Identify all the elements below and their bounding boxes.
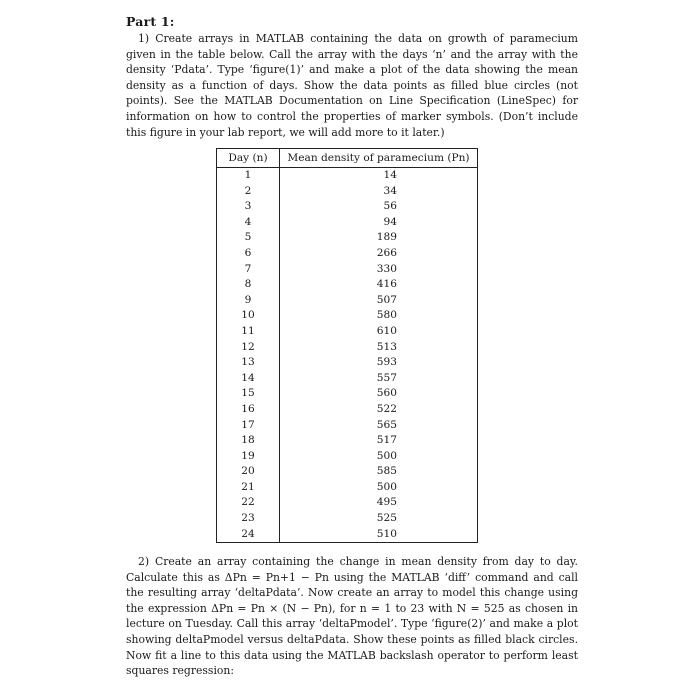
section-heading: Part 1: (126, 14, 175, 29)
density-cell: 513 (376, 340, 397, 353)
table-row (217, 324, 478, 340)
day-cell: 16 (217, 402, 280, 418)
table-row (217, 527, 478, 543)
table-row (217, 184, 478, 200)
density-cell: 522 (376, 402, 397, 415)
table-row (217, 355, 478, 371)
density-cell: 525 (376, 512, 397, 525)
density-cell: 189 (376, 231, 397, 244)
density-cell: 510 (376, 527, 397, 540)
density-cell: 560 (376, 387, 397, 400)
day-cell: 1 (217, 168, 280, 184)
table-row (217, 308, 478, 324)
density-cell: 500 (376, 480, 397, 493)
day-cell: 21 (217, 480, 280, 496)
day-cell: 20 (217, 464, 280, 480)
table-row (217, 199, 478, 215)
instruction-paragraph-1: 1) Create arrays in MATLAB containing the data on growth of paramecium given in the table below. Call the array with the days ‘n’ and the array with the density ‘Pdata’. Type ‘figure(1)’ and make a plot of the data showing the mean density as a function of days. Show the data points as filled blue circles (not points). See the MATLAB Documentation on Line Specification (LineSpec) for information on how to control the properties of marker symbols. (Don’t include this figure in your lab report, we will add more to it later.) (126, 32, 578, 139)
table-body (217, 168, 478, 543)
density-cell: 14 (383, 169, 397, 181)
day-cell: 5 (217, 230, 280, 246)
table-row (217, 230, 478, 246)
table-row (217, 371, 478, 387)
table-row (217, 293, 478, 309)
column-header-density: Mean density of paramecium (Pn) (280, 149, 478, 168)
table-row (217, 464, 478, 480)
density-cell: 585 (376, 465, 397, 478)
density-cell: 495 (376, 496, 397, 509)
density-cell: 416 (376, 278, 397, 291)
density-cell: 330 (376, 262, 397, 275)
table-row (217, 168, 478, 184)
day-cell: 14 (217, 371, 280, 387)
density-cell: 593 (376, 356, 397, 369)
day-cell: 6 (217, 246, 280, 262)
day-cell: 10 (217, 308, 280, 324)
density-cell: 266 (376, 246, 397, 259)
table-row (217, 246, 478, 262)
table-row (217, 418, 478, 434)
day-cell: 3 (217, 199, 280, 215)
density-cell: 56 (383, 200, 397, 213)
table-row (217, 495, 478, 511)
day-cell: 9 (217, 293, 280, 309)
day-cell: 19 (217, 449, 280, 465)
paramecium-table (216, 148, 478, 543)
table-row (217, 277, 478, 293)
table-row (217, 386, 478, 402)
density-cell: 565 (376, 418, 397, 431)
day-cell: 23 (217, 511, 280, 527)
day-cell: 12 (217, 340, 280, 356)
instruction-paragraph-2: 2) Create an array containing the change in mean density from day to day. Calculate this as ΔPn = Pn+1 − Pn using the MATLAB ‘diff’ command and call the resulting array ‘deltaPdata’. Now create an array to model this change using the expression ΔPn = Pn × (N − Pn), for n = 1 to 23 with N = 525 as chosen in lecture on Tuesday. Call this array ‘deltaPmodel’. Type ‘figure(2)’ and make a plot showing deltaPmodel versus deltaPdata. Show these points as filled black circles. Now fit a line to this data using the MATLAB backslash operator to perform least squares regression: (126, 555, 578, 678)
day-cell: 13 (217, 355, 280, 371)
density-cell: 557 (376, 371, 397, 384)
table-row (217, 402, 478, 418)
table-row (217, 262, 478, 278)
density-cell: 610 (376, 324, 397, 337)
day-cell: 22 (217, 495, 280, 511)
density-cell: 580 (376, 309, 397, 322)
table-row (217, 433, 478, 449)
day-cell: 17 (217, 418, 280, 434)
day-cell: 2 (217, 184, 280, 200)
density-cell: 500 (376, 449, 397, 462)
table-row (217, 449, 478, 465)
density-cell: 507 (376, 293, 397, 306)
day-cell: 11 (217, 324, 280, 340)
day-cell: 4 (217, 215, 280, 231)
table-row (217, 480, 478, 496)
day-cell: 18 (217, 433, 280, 449)
day-cell: 24 (217, 527, 280, 543)
table-row (217, 511, 478, 527)
day-cell: 15 (217, 386, 280, 402)
density-cell: 517 (376, 434, 397, 447)
table-row (217, 340, 478, 356)
day-cell: 7 (217, 262, 280, 278)
density-cell: 94 (383, 215, 397, 228)
table-header-row (217, 149, 478, 168)
day-cell: 8 (217, 277, 280, 293)
table-row (217, 215, 478, 231)
column-header-day: Day (n) (217, 149, 280, 168)
density-cell: 34 (383, 184, 397, 197)
